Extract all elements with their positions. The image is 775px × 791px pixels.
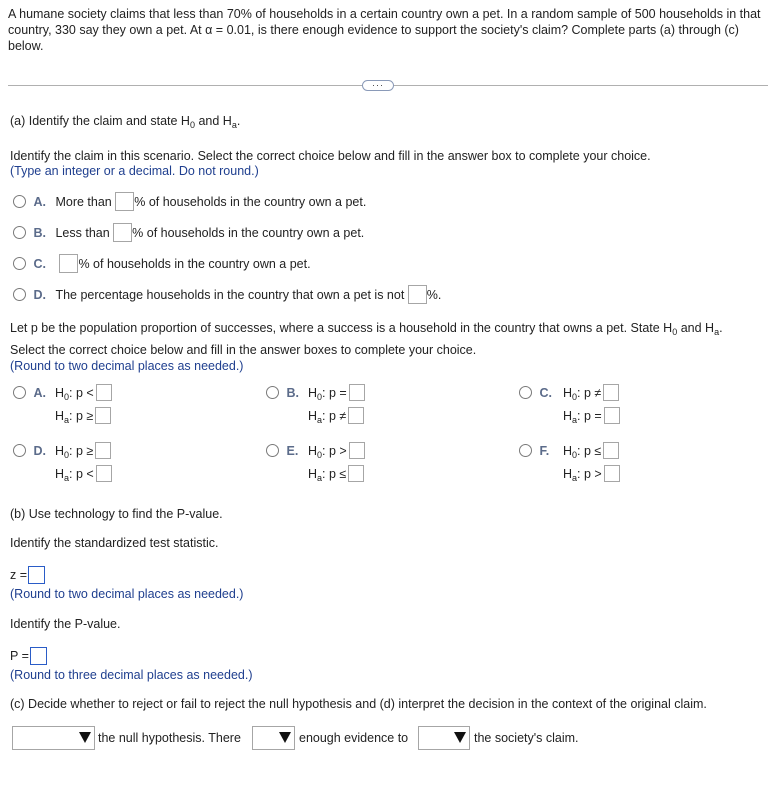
claim-option-c[interactable]: C. % of households in the country own a pet.: [13, 254, 311, 273]
claim-c-input[interactable]: [59, 254, 78, 273]
option-b-ha-input[interactable]: [348, 407, 364, 424]
radio-button[interactable]: [266, 386, 279, 399]
hypothesis-option-f[interactable]: F.: [519, 441, 549, 461]
claim-option-a[interactable]: A. More than % of households in the country own a pet.: [13, 192, 366, 211]
radio-button[interactable]: [266, 444, 279, 457]
hypothesis-option-a[interactable]: A.: [13, 383, 46, 403]
claim-instruction: Identify the claim in this scenario. Select the correct choice below and fill in the answer box to complete your choice.: [10, 149, 651, 163]
option-c-ha-input[interactable]: [604, 407, 620, 424]
p-instruction: Identify the P-value.: [10, 617, 121, 631]
option-a-ha-input[interactable]: [95, 407, 111, 424]
radio-button[interactable]: [519, 386, 532, 399]
claim-option-b[interactable]: B. Less than % of households in the country own a pet.: [13, 223, 364, 242]
part-c-text-1: the null hypothesis. There: [98, 731, 241, 745]
option-f-ha: $H_a$: p >: [563, 464, 620, 488]
reject-decision-dropdown[interactable]: [12, 726, 95, 750]
dropdown-arrow-icon: [79, 732, 91, 743]
option-b-ha: $H_a$: p ≠: [308, 406, 364, 430]
claim-b-input[interactable]: [113, 223, 132, 242]
p-answer-row: P =: [10, 647, 47, 665]
hypothesis-option-c[interactable]: C.: [519, 383, 552, 403]
option-d-h0: $H_0$: p ≥: [55, 441, 111, 465]
p-value-input[interactable]: [30, 647, 47, 665]
z-answer-row: z =: [10, 566, 45, 584]
radio-button[interactable]: [13, 444, 26, 457]
option-d-h0-input[interactable]: [95, 442, 111, 459]
part-b-title: (b) Use technology to find the P-value.: [10, 507, 223, 521]
p-hint: (Round to three decimal places as needed.): [10, 668, 253, 682]
radio-button[interactable]: [13, 257, 26, 270]
hypothesis-option-b[interactable]: B.: [266, 383, 299, 403]
option-f-h0-input[interactable]: [603, 442, 619, 459]
option-b-h0-input[interactable]: [349, 384, 365, 401]
z-hint: (Round to two decimal places as needed.): [10, 587, 244, 601]
hypothesis-option-d[interactable]: D.: [13, 441, 46, 461]
option-a-h0-input[interactable]: [96, 384, 112, 401]
option-a-h0: $H_0$: p <: [55, 383, 112, 407]
option-b-h0: $H_0$: p =: [308, 383, 365, 407]
hypothesis-hint: (Round to two decimal places as needed.): [10, 359, 244, 373]
option-d-ha-input[interactable]: [96, 465, 112, 482]
radio-button[interactable]: [13, 226, 26, 239]
dropdown-arrow-icon: [454, 732, 466, 743]
z-instruction: Identify the standardized test statistic.: [10, 536, 219, 550]
radio-button[interactable]: [13, 386, 26, 399]
radio-button[interactable]: [13, 288, 26, 301]
claim-hint: (Type an integer or a decimal. Do not round.): [10, 164, 259, 178]
option-e-h0-input[interactable]: [349, 442, 365, 459]
option-e-ha-input[interactable]: [348, 465, 364, 482]
evidence-dropdown[interactable]: [252, 726, 295, 750]
hypothesis-instruction: Let p be the population proportion of successes, where a success is a household in the country that owns a pet. State $H_0$ and $H_a$.: [10, 321, 723, 337]
dropdown-arrow-icon: [279, 732, 291, 743]
part-a-title: (a) Identify the claim and state $H_0$ and $H_a$.: [10, 114, 241, 130]
hypothesis-instruction-2: Select the correct choice below and fill in the answer boxes to complete your choice.: [10, 343, 477, 357]
problem-statement: A humane society claims that less than 70% of households in a certain country own a pet. In a random sample of 500 households in that country, 330 say they own a pet. At α = 0.01, is there enough evidence to support the society's claim? Complete parts (a) through (c) below.: [8, 7, 761, 53]
part-c-text-3: the society's claim.: [474, 731, 579, 745]
part-c-title: (c) Decide whether to reject or fail to reject the null hypothesis and (d) interpret the decision in the context of the original claim.: [10, 697, 707, 711]
claim-a-input[interactable]: [115, 192, 134, 211]
option-a-ha: $H_a$: p ≥: [55, 406, 111, 430]
more-options-button[interactable]: ···: [362, 80, 394, 91]
claim-option-d[interactable]: D. The percentage households in the country that own a pet is not %.: [13, 285, 441, 304]
part-c-text-2: enough evidence to: [299, 731, 409, 745]
hypothesis-option-e[interactable]: E.: [266, 441, 298, 461]
radio-button[interactable]: [519, 444, 532, 457]
option-c-h0: $H_0$: p ≠: [563, 383, 619, 407]
option-d-ha: $H_a$: p <: [55, 464, 112, 488]
radio-button[interactable]: [13, 195, 26, 208]
z-input[interactable]: [28, 566, 45, 584]
support-dropdown[interactable]: [418, 726, 470, 750]
option-e-h0: $H_0$: p >: [308, 441, 365, 465]
option-f-ha-input[interactable]: [604, 465, 620, 482]
option-e-ha: $H_a$: p ≤: [308, 464, 364, 488]
option-c-h0-input[interactable]: [603, 384, 619, 401]
claim-d-input[interactable]: [408, 285, 427, 304]
option-c-ha: $H_a$: p =: [563, 406, 620, 430]
option-f-h0: $H_0$: p ≤: [563, 441, 619, 465]
